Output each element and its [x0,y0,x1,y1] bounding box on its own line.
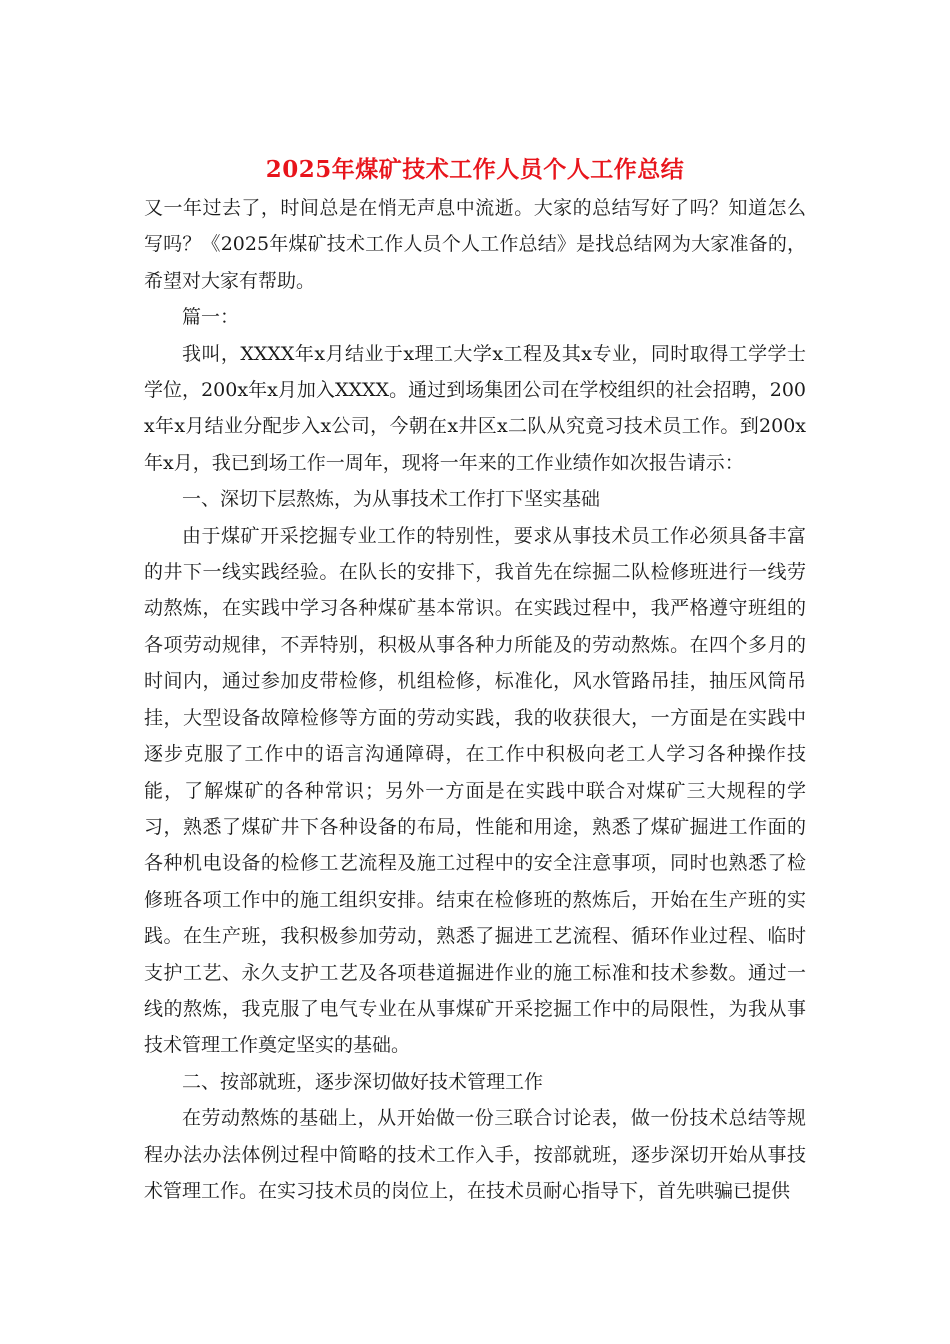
body-paragraph: 由于煤矿开采挖掘专业工作的特别性，要求从事技术员工作必须具备丰富的井下一线实践经验。在队长的安排下，我首先在综掘二队检修班进行一线劳动熬炼，在实践中学习各种煤矿基本常识。在实践过程中，我严格遵守班组的各项劳动规律，不弄特别，积极从事各种力所能及的劳动熬炼。在四个多月的时间内，通过参加皮带检修，机组检修，标准化，风水管路吊挂，抽压风筒吊挂，大型设备故障检修等方面的劳动实践，我的收获很大，一方面是在实践中逐步克服了工作中的语言沟通障碍，在工作中积极向老工人学习各种操作技能，了解煤矿的各种常识；另外一方面是在实践中联合对煤矿三大规程的学习，熟悉了煤矿井下各种设备的布局，性能和用途，熟悉了煤矿掘进工作面的各种机电设备的检修工艺流程及施工过程中的安全注意事项，同时也熟悉了检修班各项工作中的施工组织安排。结束在检修班的熬炼后，开始在生产班的实践。在生产班，我积极参加劳动，熟悉了掘进工艺流程、循环作业过程、临时支护工艺、永久支护工艺及各项巷道掘进作业的施工标准和技术参数。通过一线的熬炼，我克服了电气专业在从事煤矿开采挖掘工作中的局限性，为我从事技术管理工作奠定坚实的基础。 [144,524,806,1057]
section-label: 篇一： [182,306,240,329]
document-body [144,190,806,1209]
body-paragraph: 我叫，XXXX年x月结业于x理工大学x工程及其x专业，同时取得工学学士学位，200x年x月加入XXXX。通过到场集团公司在学校组织的社会招聘，200x年x月结业分配步入x公司，今朝在x井区x二队从究竟习技术员工作。到200x年x月，我已到场工作一周年，现将一年来的工作业绩作如次报告请示： [144,342,806,474]
intro-paragraph: 又一年过去了，时间总是在悄无声息中流逝。大家的总结写好了吗？知道怎么写吗？《2025年煤矿技术工作人员个人工作总结》是找总结网为大家准备的，希望对大家有帮助。 [144,197,806,292]
section-heading: 一、深切下层熬炼，为从事技术工作打下坚实基础 [182,488,601,511]
document-title: 2025年煤矿技术工作人员个人工作总结 [265,156,685,183]
section-heading: 二、按部就班，逐步深切做好技术管理工作 [182,1070,544,1093]
body-paragraph: 在劳动熬炼的基础上，从开始做一份三联合讨论表，做一份技术总结等规程办法办法体例过程中简略的技术工作入手，按部就班，逐步深切开始从事技术管理工作。在实习技术员的岗位上，在技术员耐心指导下，首先哄骗已提供 [144,1107,806,1202]
